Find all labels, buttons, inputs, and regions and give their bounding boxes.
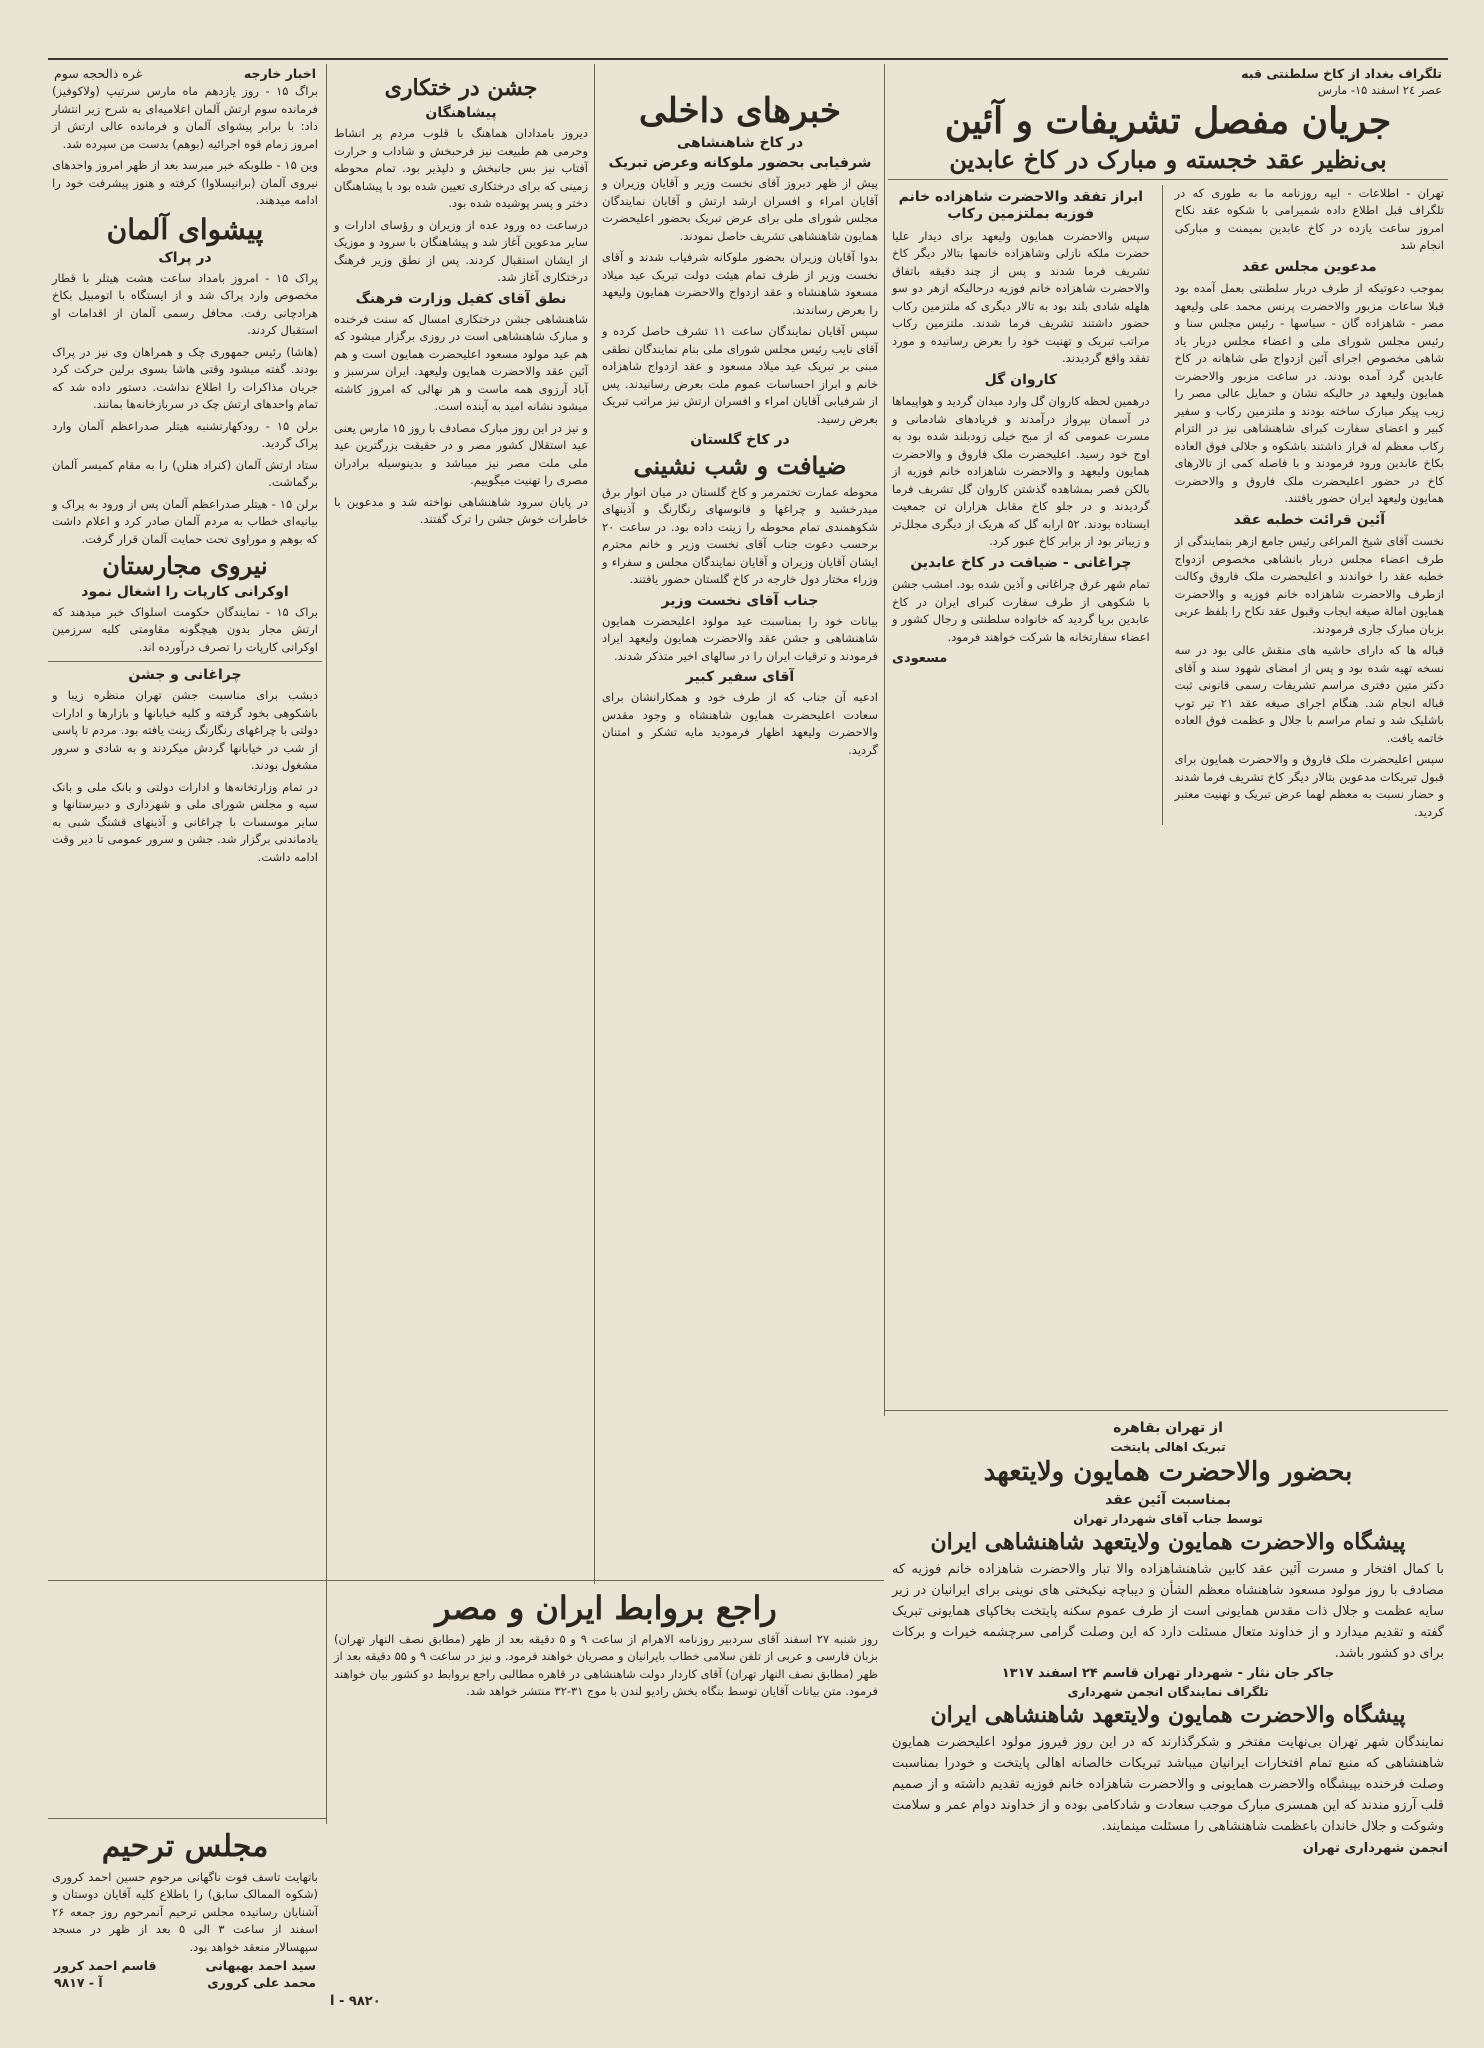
light-head: چراغانی و جشن	[128, 667, 242, 684]
memorial-sig-2: قاسم احمد کرور	[54, 1958, 157, 1973]
section-divider	[48, 1818, 326, 1819]
telegram-head: تلگراف بغداد از کاخ سلطنتی قبه	[1241, 66, 1442, 81]
flowers-sub: کاروان گل	[984, 371, 1058, 388]
tehran-sub2: بمناسبت آئین عقد	[1105, 1491, 1231, 1508]
foreign-body-1: براگ ۱۵ - روز یازدهم ماه مارس سرتیپ (ولاکوفیز) فرمانده سوم ارتش آلمان اعلامیه‌ای به شرح زیر انتشار داد: با برابر پیشوای آلمان و فرمانده عالی ارتش از امروز زمام قوه اجرائیه (بوهم) بدست من سپرده شد.	[52, 84, 318, 151]
rule	[48, 661, 322, 662]
memorial-sig-3: محمد علی کروری	[207, 1975, 316, 1990]
labor-body-2: درساعت ده ورود عده از وزیران و رؤسای ادارات و سایر مدعوین آغاز شد و پیشاهنگان با سرود و موزیک از ایشان استقبال کردند. پس از نطق وزیر فرهنگ درختکاری آغاز شد.	[334, 217, 588, 285]
party-headline: ضیافت و شب نشینی	[633, 451, 847, 481]
foreign-body-10: در تمام وزارتخانه‌ها و ادارات دولتی و بانک ملی و بانک سپه و مجلس شورای ملی و شهرداری و دبیرستانها و سایر موسسات با چراغانی و آذینهای قشنگ شبی به یادماندنی برگزار شد. جشن و سرور عمومی تا دیر وقت ادامه داشت.	[52, 779, 318, 864]
ceremony-columns	[888, 185, 1448, 826]
ceremony-body-4: قباله ها که دارای حاشیه های منقش عالی بود در سه نسخه تهیه شده بود و پس از امضای شهود سند و آقای دکتر متین دفتری مراسم تشریفات رسمی قانونی ثبت قباله انجام شد. هنگام اجرای صیغه عقد ۲۱ تیر توپ باشلیک شد و تمام مراسم با جلال و عظمت فوق العاده خاتمه یافت.	[1174, 643, 1444, 745]
hitler-headline: پیشوای آلمان	[106, 212, 264, 246]
labor-headline: جشن در ختکاری	[384, 75, 538, 101]
foreign-date: غره ذالحجه سوم	[54, 66, 143, 81]
tehran-headline2: پیشگاه والاحضرت همایون ولایتعهد شاهنشاهی ایران	[930, 1528, 1406, 1555]
domestic-sub: در کاخ شاهنشاهی	[676, 135, 804, 152]
labor-body-1: دیروز بامدادان هماهنگ با قلوب مردم پر انشاط وحرمی هم طبیعت نیز فرحبخش و شاداب و حرارت آفتاب نیز بس جانبخش و دلپذیر بود. تمام محوطه زمینی که برای درختکاری تعیین شده بود با پیشاهنگان دختر و پسر پوشیده شده بود.	[334, 126, 588, 211]
foreign-body-6: ستاد ارتش آلمان (کنراد هنلن) را به مقام کمیسر آلمان برگماشت.	[52, 457, 318, 490]
foreign-body-5: برلن ۱۵ - رودکهارتشنبه هیتلر صدراعظم آلمان وارد پراک گردید.	[52, 418, 318, 451]
foreign-text	[52, 83, 318, 210]
section-divider	[884, 1410, 1448, 1411]
domestic-sub2: شرفیابی بحضور ملوکانه وعرض تبریک	[608, 155, 872, 172]
ceremony-subheadline: بی‌نظیر عقد خجسته و مبارک در کاخ عابدین	[949, 145, 1387, 175]
domestic-news	[598, 64, 882, 1578]
memorial-signatures	[54, 1958, 316, 1973]
inner-divider	[1162, 185, 1163, 826]
labor-body-4: در پایان سرود شاهنشاهی نواخته شد و مدعوین با خاطرات خوش جشن را ترک گفتند.	[334, 494, 588, 527]
tehran-sig2: انجمن شهرداری تهران	[1302, 1841, 1448, 1857]
pm-head: جناب آقای نخست وزیر	[661, 592, 819, 609]
hitler-sub: در پراک	[158, 249, 212, 266]
column-divider	[884, 64, 885, 1416]
domestic-body-2: بدوا آقایان وزیران بحضور ملوکانه شرفیاب شدند و آقای نخست وزیر از طرف تمام هیئت دولت تبریک عید میلاد مسعود شاهنشاه و عقد ازدواج والاحضرت همایون ولیعهد را بعرض رساندند.	[602, 250, 878, 317]
domestic-text	[602, 175, 878, 428]
date-row	[894, 83, 1442, 97]
foreign-body-7: برلن ۱۵ - هیتلر صدراعظم آلمان پس از ورود به پراک و بیانیه‌ای خطاب به مردم آلمان صادر کرد و اعلام داشت که بوهم و موراوی تحت حمایت آلمان قرار گرفت.	[52, 496, 318, 546]
domestic-text-2	[602, 484, 878, 589]
memorial-phone-1: آ - ۹۸۱۷	[54, 1975, 103, 1990]
labor-speech: شاهنشاهی جشن درختکاری امسال که سنت فرخنده و مبارک شاهنشاهی است در روزی برگزار میشود که هم عید مولود مسعود اعلیحضرت همایون است و هم آئین عقد والاحضرت همایون ولیعهد. ایران سرسبز و آباد آرزوی همه ماست و هر نهالی که امروز کاشته میشود نشانه امید به آینده است.	[334, 311, 588, 414]
tehran-sig: جاکر جان نثار - شهردار تهران قاسم ۲۴ اسفند ۱۳۱۷	[1001, 1666, 1335, 1682]
labor-sub: پیشاهنگان	[425, 105, 497, 122]
domestic-body-1: پیش از ظهر دیروز آقای نخست وزیر و آقایان وزیران و آقایان امراء و افسران ارشد ارتش و آقایان نمایندگان مجلس شورای ملی برای عرض تبریک بحضور اعلیحضرت همایون شاهنشاهی تشریف حاصل نمودند.	[602, 176, 878, 243]
newspaper-page	[48, 58, 1448, 2018]
tehran-body1: با کمال افتخار و مسرت آئین عقد کابین شاهنشاهزاده والا تبار والاحضرت شاهزاده خانم فوزیه که مصادف با روز مولود مسعود شاهنشاه معظم الشأن و دیباچه نیکبختی های نوینی برای ایرانیان در زیر سایه عظمت و جلال ذات مقدس همایونی است از طرف عموم سکنه پایتخت بخاکپای همایونی تبریک گفته و تقدیم میدارد و از خداوند متعال مسئلت دارد که این وصلت گرامی سرچشمه خیرات و برکات برای دو کشور باشد.	[892, 1562, 1444, 1662]
light-body: تمام شهر غرق چراغانی و آذین شده بود. امشب جشن با شکوهی از طرف سفارت کبرای ایران در کاخ عابدین برپا گردید که خانواده سلطنتی و رجال کشور و اعضاء سفارتخانه ها شرکت خواهند فرمود.	[892, 577, 1150, 644]
tehran-sub: تبریک اهالی پایتخت	[1110, 1440, 1226, 1454]
labor-text-2	[334, 311, 588, 529]
foreign-body-8: براک ۱۵ - نمایندگان حکومت اسلواک خبر میدهند که ارتش مجار بدون هیچگونه مقاومتی کلیه سرزمین اوکرانی کارپات را تصرف درآورده اند.	[52, 604, 318, 654]
ceremony-sub-1: مدعوین مجلس عقد	[1241, 258, 1377, 275]
light-sub: چراغانی - ضیافت در کاخ عابدین	[910, 554, 1132, 571]
tehran-title: از تهران بقاهره	[1113, 1420, 1223, 1436]
ceremony-body-1: تهران - اطلاعات - ایپه روزنامه ما به طوری که در تلگراف قبل اطلاع داده شمیرامی با شکوه عقد نکاح امروز ساعت یازده در کاخ عابدین بمیمنت و مبارکی انجام شد	[1174, 185, 1444, 253]
ceremony-body-5: سپس اعلیحضرت ملک فاروق و والاحضرت همایون برای قبول تبریکات مدعوین بتالار دیگر کاخ تشریف فرما شدند و حضار نسبت به معظم لهما عرض تبریک و تهنیت معتبر کردید.	[1174, 752, 1444, 819]
ceremony-body-2: بموجب دعوتیکه از طرف دربار سلطنتی بعمل آمده بود قبلا ساعات مزبور والاحضرت پرنس محمد علی ولیعهد مصر - شاهزاده گان - سیاسها - رئیس مجلس سنا و رئیس مجلس شورای ملی و اعضاء مجلس دربار یاد شاهی مخصوص اجرای آئین ازدواج طی شاهانه در کاخ عابدین گرد آمده بودند. در ساعت مزبور والاحضرت همایون ولیعهد در حالیکه نشان و حمایل عالی مصر را زیب پیکر مبارک ساخته بودند و ملتزمین رکاب و سفیر کبیر و اعضای سفارت کبرای شاهنشاهی نیز در التزام رکاب معظم له قرار داشتند باشکوه و جلالی فوق العاده بکاخ عابدین ورود فرمودند و با فاصله کمی از تالارهای کاخ در حضور اعلیحضرت ملک فاروق و والاحضرت همایون ولیعهد ایران حضور یافتند.	[1174, 281, 1444, 506]
relations-body: روز شنبه ۲۷ اسفند آقای سردبیر روزنامه الاهرام از ساعت ۹ و ۵ دقیقه بعد از ظهر (مطابق نصف النهار تهران) بزبان فارسی و عربی از تلفن سلامی خطاب بایرانیان و مصریان خواهند فرمود. و نیز در ساعت ۹ و ۵۵ دقیقه بعد از ظهر (مطابق نصف النهار تهران) آقای کاردار دولت شاهنشاهی در قاهره مطالبی راجع بروابط دو کشور بیان خواهند فرمود. متن بیانات آقایان توسط بنگاه بخش رادیو لندن با موج ۳۱-۳۲ منتشر خواهد شد.	[334, 1631, 878, 1699]
army-headline: نیروی مجارستان	[102, 551, 268, 581]
labor-text	[334, 125, 588, 287]
foreign-body-4: (هاشا) رئیس جمهوری چک و همراهان وی نیز در پراک بودند. گفته میشود وقتی هاشا بسوی برلین حرکت کرد جریان مذاکرات را اطلاع نداشت. دستور داده شد که تمام واحدهای ارتش چک در سربازخانه‌ها بمانند.	[52, 344, 318, 412]
relations-headline: راجع بروابط ایران و مصر	[435, 1589, 777, 1627]
foreign-body-2: وین ۱۵ - طلوبکه خبر میرسد بعد از ظهر امروز واحدهای نیروی آلمان (برانیسلاوا) کرفته و هنوز پیشرفت خود را ادامه میدهند.	[52, 158, 318, 207]
relations-article	[330, 1586, 882, 1786]
ceremony-col-right	[1175, 185, 1444, 826]
rule	[888, 179, 1448, 180]
tehran-headline: بحضور والاحضرت همایون ولایتعهد	[983, 1457, 1353, 1487]
ceremony-headline: جریان مفصل تشریفات و آئین	[944, 100, 1392, 142]
bride-body: سپس والاحضرت همایون ولیعهد برای دیدار علیا حضرت ملکه نازلی وشاهزاده خانمها بتالار دیگر کاخ تشریف فرما شدند و پس از چند دقیقه باتفاق والاحضرت شاهزاده خانم فوزیه درحالیکه ازهر دو سو هلهله شادی بلند بود به تالار دیگری که ملتزمین رکاب حضور داشتند تشریف فرما شدند. ملتزمین رکاب مراتب تبریک و تهنیت خود را بعرض رسانیده و مورد تفقد واقع گردیدند.	[892, 228, 1150, 366]
speech-head: نطق آقای کفیل وزارت فرهنگ	[355, 290, 567, 307]
foreign-text-3	[52, 604, 318, 657]
tree-planting	[330, 64, 592, 1578]
ceremony-article	[888, 64, 1448, 1408]
foreign-news	[48, 64, 322, 1816]
domestic-text-3	[602, 613, 878, 666]
memorial-sig-1: سید احمد بهبهانی	[205, 1958, 316, 1973]
relations-phone	[330, 1994, 590, 2016]
ceremony-body-3: نخست آقای شیخ المراغی رئیس جامع ازهر بنمایندگی از طرف اعضاء مجلس دربار بانشاهی مخصوص ازدواج خطبه عقد را خواندند و اعلیحضرت ملک فاروق وکالت ازطرف والاحضرت شاهزاده خانم فوزیه و والاحضرت همایون امالة صیغه ایجاب وقبول عقد نکاح را بلفظ عربی بزبان مبارک جاری فرمودند.	[1174, 534, 1444, 636]
army-sub: اوکرانی کارپات را اشغال نمود	[81, 583, 289, 600]
bride-col	[892, 185, 1150, 826]
foreign-text-2	[52, 270, 318, 549]
tehran-body2: نمایندگان شهر تهران بی‌نهایت مفتخر و شکرگذارند که در این روز فیروز مولود اعلیحضرت همایون شاهنشاهی که منبع تمام افتخارات ایرانیان میباشد تبریکات خالصانه اهالی پایتخت و خودرا بمناسبت وصلت فرخنده بپیشگاه والاحضرت همایونی و والاحضرت شاهزاده خانم فوزیه تقدیم داشته و از صمیم قلب آرزو مندند که این همسری مبارک موجب سعادت و شادکامی بوده و از خداوند دوام عمر و سلامت وشوکت و جلال خاندان باعظمت شاهنشاهی را مسئلت مینمایند.	[892, 1735, 1444, 1835]
labor-body-3: و نیز در این روز مبارک مصادف با روز ۱۵ مارس یعنی عید استقلال کشور مصر و در حقیقت بزرگترین عید ملی ملت مصر نیز میباشد و بدینوسیله برادران مصری را تهنیت میگوییم.	[334, 420, 588, 488]
tehran-headline3: پیشگاه والاحضرت همایون ولایتعهد شاهنشاهی ایران	[930, 1702, 1406, 1729]
bride-signature: مسعودی	[892, 651, 948, 667]
memorial-body: باتهایت تاسف فوت ناگهانی مرحوم حسین احمد کروری (شکوه الممالک سابق) را باطلاع کلیه آقایان دوستان و آشنایان رسانیده مجلس ترحیم آنمرحوم روز جمعه ۲۶ اسفند از ساعت ۳ الی ۵ بعد از ظهر در مسجد سپهسالار منعقد خواهد بود.	[52, 1869, 318, 1954]
memorial-headline: مجلس ترحیم	[101, 1829, 269, 1864]
masthead-row	[894, 66, 1442, 81]
domestic-body-5: بیانات خود را بمناسبت عید مولود اعلیحضرت همایون شاهنشاهی و جشن عقد والاحضرت همایون ولیعهد ایراد فرمودند و ترقیات ایران را در سالهای اخیر متذکر شدند.	[602, 613, 878, 663]
foreign-body-9: دیشب برای مناسبت جشن تهران منظره زیبا و باشکوهی بخود گرفته و کلیه خیابانها و بازارها و ادارات دولتی با چراغهای رنگارنگ زینت یافته بود. مردم تا پاسی از شب در خیابانها گردش میکردند و به شادی و سرور مشغول بودند.	[52, 688, 318, 773]
amb-head: آقای سفیر کبیر	[685, 669, 795, 686]
memorial-notice	[48, 1826, 322, 2016]
column-divider	[594, 64, 595, 1584]
tehran-article	[888, 1416, 1448, 2016]
tehran-sub4: تلگراف نمایندگان انجمن شهرداری	[1067, 1685, 1269, 1700]
ceremony-sub-2: آئین قرائت خطبه عقد	[1233, 511, 1386, 528]
domestic-body-4: محوطه عمارت تختمرمر و کاخ گلستان در میان انوار برق میدرخشید و چراغها و فانوسهای رنگارنگ و آذینهای شکوهمندی تمام محوطه را زینت داده بود. در ساعت ۲۰ برحسب دعوت جناب آقای نخست وزیر و خانم محترم ایشان آقایان وزیران و آقایان نمایندگان مجلس و سفراء و وزراء مختار دول خارجه در کاخ گلستان حضور یافتند.	[602, 484, 878, 587]
tehran-sub3: توسط جناب آقای شهردار تهران	[1073, 1511, 1263, 1526]
foreign-masthead	[54, 66, 316, 81]
date-right: عصر ۲٤ اسفند ۱۵- مارس	[1317, 83, 1442, 97]
domestic-body-3: سپس آقایان نمایندگان ساعت ۱۱ تشرف حاصل کرده و آقای نایب رئیس مجلس شورای ملی بنام نمایندگان نطقی مبنی بر تبریک عید میلاد مسعود و عقد ازدواج شاهزاده خانم و ابراز احساسات عموم ملت بعرض رسانیدند. پس از شرفیابی آقایان امراء و افسران ارتش نیز مراتب تبریک بعرض رسید.	[602, 324, 878, 426]
flowers-body: درهمین لحظه کاروان گل وارد میدان گردید و هواپیماها در آسمان بپرواز درآمدند و فریادهای شادمانی و مسرت عمومی که از مبح خیلی زودبلند شده بود به اوج خود رسید. اعلیحضرت ملک فاروق و والاحضرت همایون ولیعهد و والاحضرت شاهزاده خانم فوزیه از بالکن قصر بمشاهده گذشتن کاروان گل تشریف فرما گردیدند و در جلو کاخ مقابل هزاران تن جمعیت ایستاده بودند. ۵۲ ارابه گل که هریک از دیگری مجلل‌تر و زیباتر بود از برابر کاخ عبور کرد.	[892, 394, 1150, 549]
foreign-body-3: پراک ۱۵ - امروز بامداد ساعت هشت هیتلر با قطار مخصوص وارد پراک شد و از ایستگاه با اتومبیل بکاخ هرادچانی رفت. محافل رسمی آلمان از اقدامات او استقبال کردند.	[52, 270, 318, 338]
bride-headline: ابراز تفقد والاحضرت شاهزاده خانم فوزیه بملتزمین رکاب	[898, 188, 1144, 223]
foreign-text-4	[52, 687, 318, 866]
domestic-body-6: ادعیه آن جناب که از طرف خود و همکارانشان برای سعادت اعلیحضرت همایون شاهنشاه و وجود مقدس والاحضرت ولیعهد اظهار فرمودید مایه تشکر و امتنان گردید.	[602, 690, 878, 757]
column-divider	[326, 64, 327, 1824]
gulistan-head: در کاخ گلستان	[690, 432, 790, 449]
domestic-headline: خبرهای داخلی	[639, 91, 841, 131]
top-rule	[48, 58, 1448, 60]
foreign-head: اخبار خارجه	[243, 66, 316, 81]
relations-phone-text: ۹۸۲۰ - آ	[330, 1994, 381, 2009]
domestic-text-4	[602, 689, 878, 759]
memorial-signatures-2	[54, 1975, 316, 1990]
